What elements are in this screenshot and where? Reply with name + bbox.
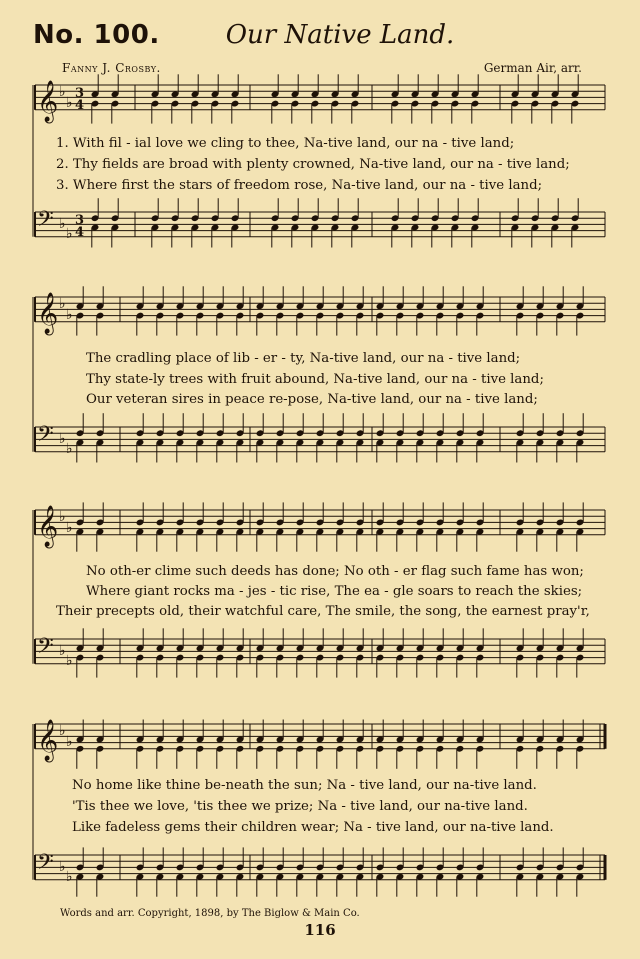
- lyric-line: Our veteran sires in peace re-pose, Na-tive land, our na - tive land;: [86, 392, 538, 407]
- time-signature-top: 3: [75, 86, 85, 101]
- flat-icon: ♭: [66, 226, 73, 242]
- flat-icon: ♭: [59, 643, 66, 659]
- hymn-number: No. 100.: [33, 20, 160, 50]
- lyric-line: No home like thine be-neath the sun; Na - tive land, our na-tive land.: [72, 778, 537, 793]
- flat-icon: ♭: [66, 653, 73, 669]
- flat-icon: ♭: [59, 859, 66, 875]
- time-signature-bottom: 4: [75, 225, 85, 240]
- flat-icon: ♭: [66, 307, 73, 323]
- bass-clef-icon: 𝄢: [37, 634, 54, 664]
- lyric-line: 'Tis thee we love, 'tis thee we prize; Na - tive land, our na-tive land.: [72, 799, 528, 814]
- flat-icon: ♭: [59, 431, 66, 447]
- flat-icon: ♭: [59, 84, 66, 100]
- time-signature-bottom: 4: [75, 98, 85, 113]
- flat-icon: ♭: [66, 441, 73, 457]
- treble-clef-icon: 𝄞: [37, 505, 59, 547]
- bass-clef-icon: 𝄢: [37, 422, 54, 452]
- lyric-line: Their precepts old, their watchful care, The smile, the song, the earnest pray'r,: [56, 604, 590, 619]
- page-number: 116: [304, 921, 336, 939]
- lyric-line: No oth-er clime such deeds has done; No oth - er flag such fame has won;: [86, 564, 584, 579]
- flat-icon: ♭: [59, 509, 66, 525]
- lyric-line: Like fadeless gems their children wear; Na - tive land, our na-tive land.: [72, 820, 554, 835]
- lyric-line: 1. With fil - ial love we cling to thee, Na-tive land, our na - tive land;: [56, 136, 515, 151]
- author-credit: Fanny J. Crosby.: [62, 61, 161, 75]
- copyright-notice: Words and arr. Copyright, 1898, by The Biglow & Main Co.: [60, 908, 360, 919]
- treble-clef-icon: 𝄞: [37, 292, 59, 334]
- flat-icon: ♭: [66, 95, 73, 111]
- bass-clef-icon: 𝄢: [37, 207, 54, 237]
- flat-icon: ♭: [59, 723, 66, 739]
- bass-clef-icon: 𝄢: [37, 850, 54, 880]
- treble-clef-icon: 𝄞: [37, 719, 59, 761]
- hymn-title: Our Native Land.: [225, 20, 455, 50]
- flat-icon: ♭: [59, 296, 66, 312]
- lyric-line: Where giant rocks ma - jes - tic rise, The ea - gle soars to reach the skies;: [86, 584, 583, 599]
- lyric-line: Thy state-ly trees with fruit abound, Na-tive land, our na - tive land;: [86, 372, 544, 387]
- lyric-line: 3. Where first the stars of freedom rose, Na-tive land, our na - tive land;: [56, 178, 543, 193]
- flat-icon: ♭: [59, 216, 66, 232]
- lyric-line: The cradling place of lib - er - ty, Na-tive land, our na - tive land;: [86, 351, 521, 366]
- flat-icon: ♭: [66, 734, 73, 750]
- flat-icon: ♭: [66, 869, 73, 885]
- tune-credit: German Air, arr.: [483, 61, 582, 75]
- lyric-line: 2. Thy fields are broad with plenty crowned, Na-tive land, our na - tive land;: [56, 157, 570, 172]
- flat-icon: ♭: [66, 520, 73, 536]
- time-signature-top: 3: [75, 213, 85, 228]
- treble-clef-icon: 𝄞: [37, 80, 59, 122]
